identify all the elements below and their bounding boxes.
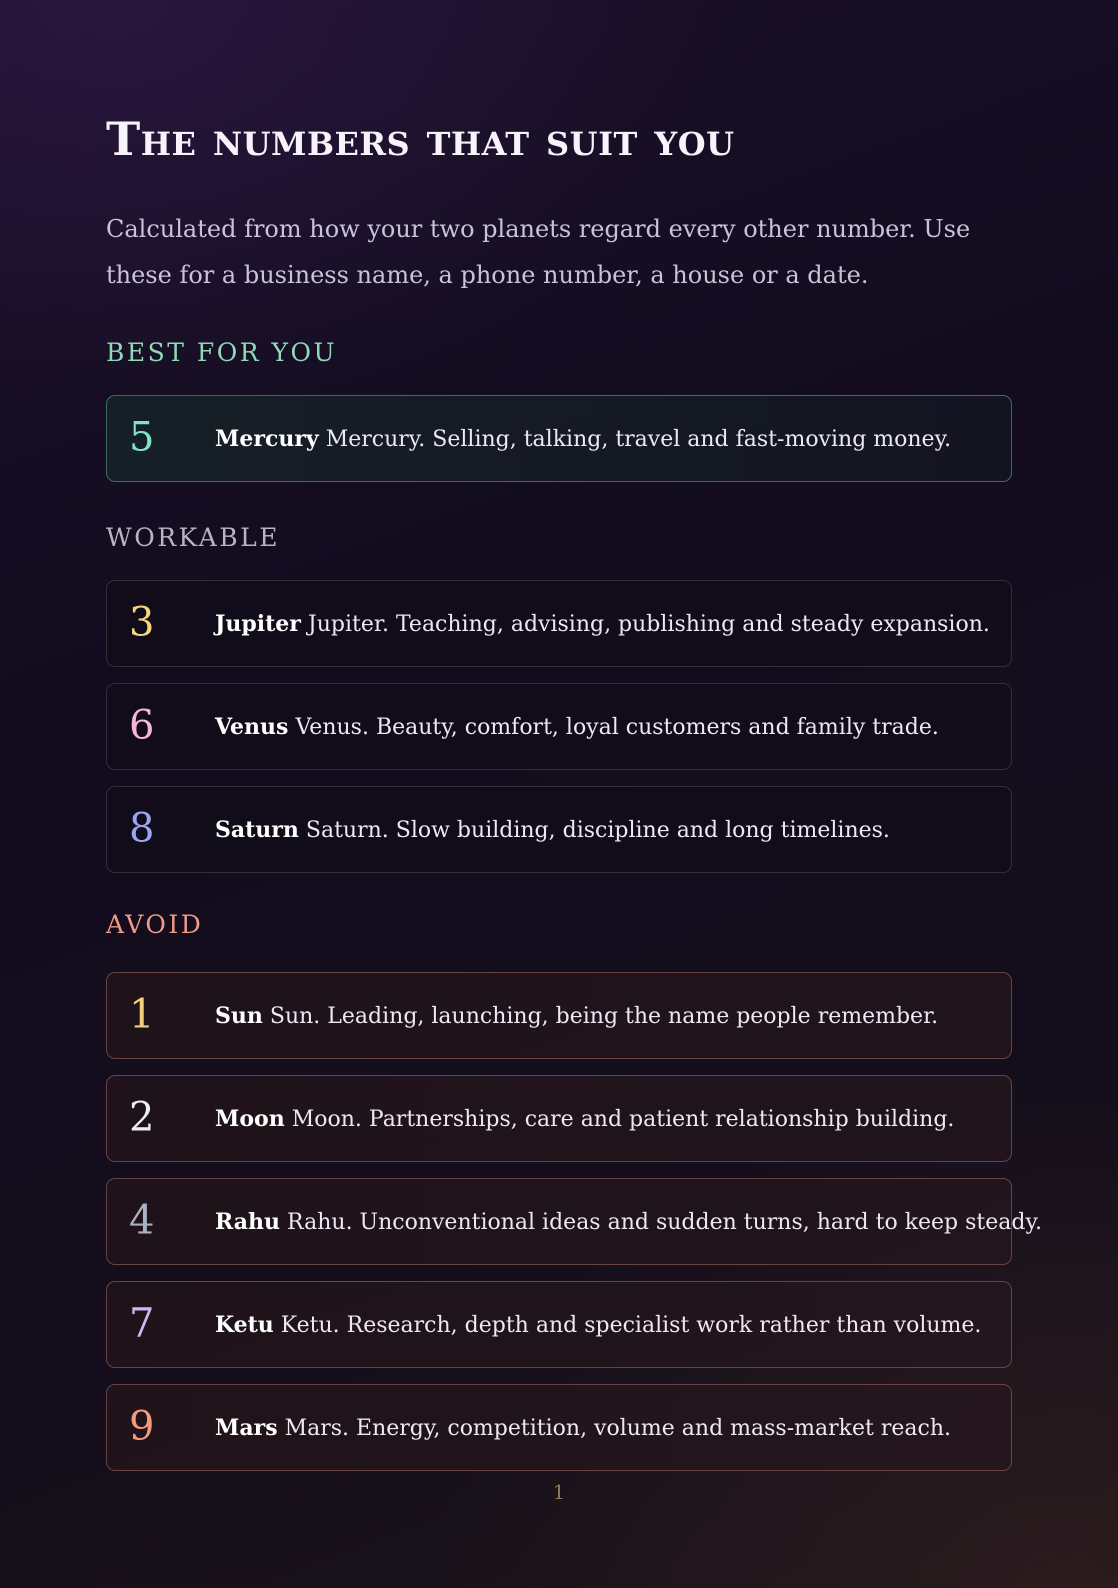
intro-paragraph: Calculated from how your two planets regard every other number. Use these for a business name, a phone number, a house or a date. <box>106 215 971 289</box>
number-value: 9 <box>129 1402 155 1449</box>
planet-meaning: Moon. Partnerships, care and patient relationship building. <box>291 1106 955 1132</box>
planet-meaning: Sun. Leading, launching, being the name people remember. <box>269 1003 939 1029</box>
page-title: The numbers that suit you <box>106 112 735 166</box>
number-card-2 <box>106 1075 1012 1162</box>
number-value: 6 <box>129 701 155 748</box>
page-number: 1 <box>552 1480 566 1504</box>
number-value: 2 <box>129 1093 155 1140</box>
number-description <box>215 1003 938 1029</box>
number-card-8 <box>106 786 1012 873</box>
number-card-4 <box>106 1178 1042 1265</box>
planet-meaning: Ketu. Research, depth and specialist work rather than volume. <box>280 1312 982 1338</box>
number-description <box>215 426 951 452</box>
planet-meaning: Mercury. Selling, talking, travel and fast-moving money. <box>325 426 952 452</box>
planet-name: Saturn <box>215 816 299 843</box>
number-value: 4 <box>129 1196 155 1243</box>
planet-name: Jupiter <box>215 610 301 637</box>
number-card-5 <box>106 395 1012 482</box>
number-card-7 <box>106 1281 1012 1368</box>
section-heading-workable: WORKABLE <box>106 523 280 552</box>
planet-meaning: Rahu. Unconventional ideas and sudden turns, hard to keep steady. <box>287 1209 1042 1235</box>
planet-name: Ketu <box>215 1311 274 1338</box>
planet-meaning: Mars. Energy, competition, volume and mass-market reach. <box>284 1415 951 1441</box>
number-value: 5 <box>129 413 155 460</box>
number-card-6 <box>106 683 1012 770</box>
planet-name: Sun <box>215 1002 263 1029</box>
planet-name: Moon <box>215 1105 285 1132</box>
planet-meaning: Jupiter. Teaching, advising, publishing and steady expansion. <box>307 611 990 637</box>
number-card-1 <box>106 972 1012 1059</box>
avoid-list <box>106 972 1042 1487</box>
planet-name: Mercury <box>215 425 319 452</box>
number-value: 1 <box>129 990 155 1037</box>
number-value: 8 <box>129 804 155 851</box>
number-value: 3 <box>129 598 155 645</box>
number-description <box>215 817 890 843</box>
number-description <box>215 611 990 637</box>
number-card-9 <box>106 1384 1012 1471</box>
planet-name: Venus <box>215 713 289 740</box>
planet-meaning: Venus. Beauty, comfort, loyal customers and family trade. <box>295 714 939 740</box>
best-list <box>106 395 1012 498</box>
section-heading-best: BEST FOR YOU <box>106 338 338 367</box>
planet-name: Mars <box>215 1414 278 1441</box>
number-description <box>215 1312 981 1338</box>
number-description <box>215 1415 951 1441</box>
number-card-3 <box>106 580 1012 667</box>
section-heading-avoid: AVOID <box>106 910 204 939</box>
number-description <box>215 1106 954 1132</box>
number-value: 7 <box>129 1299 155 1346</box>
planet-meaning: Saturn. Slow building, discipline and long timelines. <box>305 817 890 843</box>
planet-name: Rahu <box>215 1208 281 1235</box>
number-description <box>215 1209 1042 1235</box>
number-description <box>215 714 939 740</box>
workable-list <box>106 580 1012 889</box>
